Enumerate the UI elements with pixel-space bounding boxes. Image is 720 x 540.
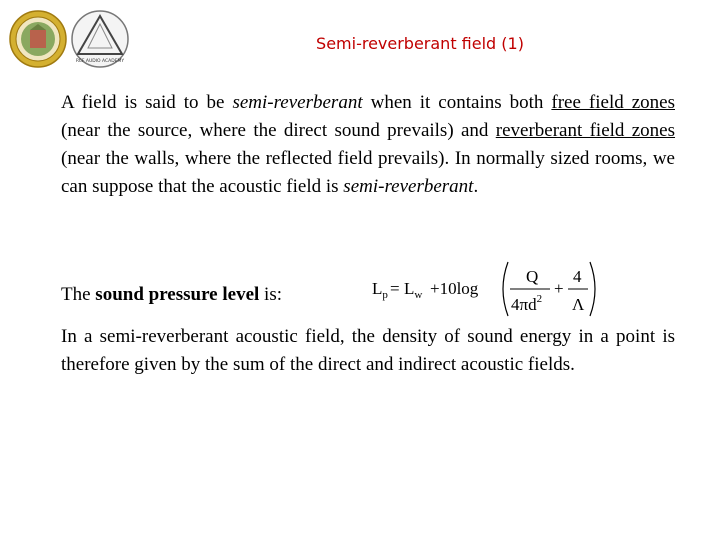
p1-text-2: when it contains both: [362, 92, 552, 113]
formula-paren-right: [590, 262, 595, 316]
svg-text:Lp: [372, 279, 388, 301]
formula-lhs: L: [372, 279, 383, 298]
formula-paren-left: [503, 262, 508, 316]
p1-text-1: A field is said to be: [61, 92, 233, 113]
spl-text-1: The: [61, 284, 96, 305]
p1-term-free-field-zones: free field zones: [551, 92, 675, 113]
p1-text-5: .: [473, 176, 479, 197]
p1-term-reverberant-field-zones: reverberant field zones: [495, 120, 676, 141]
formula-rhs1-sub: w: [414, 289, 423, 301]
spl-term: sound pressure level: [95, 284, 260, 305]
p1-term-semi-reverberant-2: semi-reverberant: [343, 176, 474, 197]
p1-text-3: (near the source, where the direct sound prevails) and: [61, 120, 496, 141]
page-title: Semi-reverberant field (1): [316, 34, 524, 53]
logo-caption: RCF AUDIO ACADEMY: [75, 59, 125, 64]
svg-text:4πd2: [511, 293, 542, 314]
formula-den1: 4πd: [511, 295, 537, 314]
formula-den2: Λ: [572, 295, 585, 314]
formula-den1-sup: 2: [536, 293, 543, 305]
spl-label: [61, 281, 282, 309]
intro-paragraph: [61, 89, 675, 201]
formula-eq: =: [390, 279, 400, 298]
p1-term-semi-reverberant: semi-reverberant: [232, 92, 363, 113]
svg-text:Lw: [404, 279, 422, 301]
formula-plus: +: [554, 279, 564, 298]
title-bar: [130, 26, 710, 62]
spl-formula: [368, 258, 600, 320]
header-logos: [8, 8, 132, 70]
formula-rhs1: L: [404, 279, 415, 298]
spl-text-2: is:: [259, 284, 282, 305]
formula-num2: 4: [573, 267, 582, 286]
formula-log: +10log: [430, 279, 479, 298]
formula-lhs-sub: p: [382, 289, 388, 301]
formula-num1: Q: [526, 267, 539, 286]
energy-paragraph: In a semi-reverberant acoustic field, the density of sound energy in a point is therefore given by the sum of the direct and indirect acoustic fields.: [61, 326, 675, 375]
acoustics-lab-logo-icon: [72, 11, 128, 67]
university-seal-icon: [10, 11, 66, 67]
p1-text-4: (near the walls, where the reflected field prevails). In normally sized rooms, we can suppose that the acoustic field is: [61, 148, 675, 197]
